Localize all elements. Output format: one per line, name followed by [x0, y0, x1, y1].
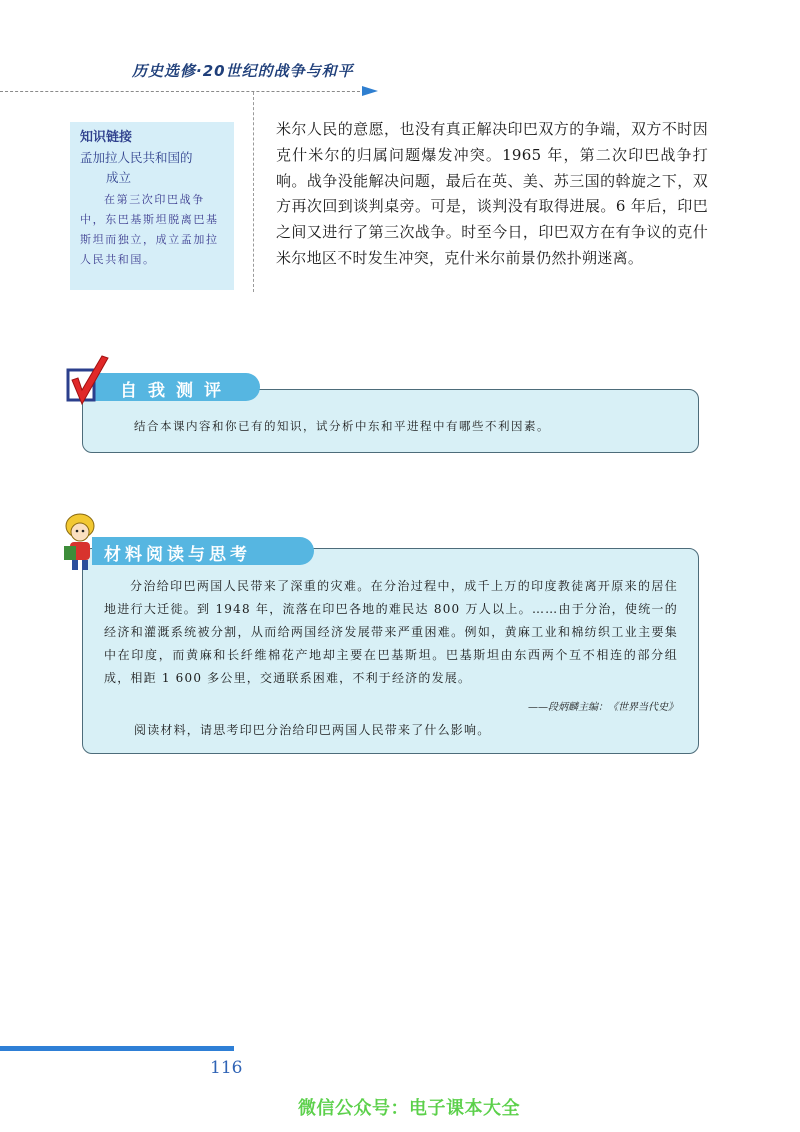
arrow-icon	[362, 86, 378, 96]
header-divider	[0, 91, 365, 92]
reading-material: 分治给印巴两国人民带来了深重的灾难。在分治过程中，成千上万的印度教徒离开原来的居住地进行大迁徙。到 1948 年，流落在印巴各地的难民达 800 万人以上。……由于分治，使统一的经济和灌溉系统被分割，从而给两国经济发展带来严重困难。例如，黄麻工业和棉纺织工业主要集中在印度，而黄麻和长纤维棉花产地却主要在巴基斯坦。巴基斯坦由东西两个互不相连的部分组成，相距 1 600 多公里，交通联系困难，不利于经济的发展。	[104, 579, 678, 685]
sidebar-subtitle-line2: 成立	[106, 170, 132, 185]
main-paragraph: 米尔人民的意愿，也没有真正解决印巴双方的争端，双方不时因克什米尔的归属问题爆发冲突。1965 年，第二次印巴战争打响。战争没能解决问题，最后在英、美、苏三国的斡旋之下，双方再次回到谈判桌旁。可是，谈判没有取得进展。6 年后，印巴之间又进行了第三次战争。时至今日，印巴双方在有争议的克什米尔地区不时发生冲突，克什米尔前景仍然扑朔迷离。	[276, 120, 708, 267]
cartoon-student-icon	[60, 512, 100, 572]
sidebar-subtitle-line1: 孟加拉人民共和国的	[80, 150, 193, 165]
column-divider	[253, 92, 254, 292]
page-number: 116	[210, 1058, 243, 1078]
self-test-label: 自我测评	[92, 373, 260, 401]
knowledge-link-sidebar	[70, 122, 234, 290]
self-test-question: 结合本课内容和你已有的知识，试分析中东和平进程中有哪些不利因素。	[134, 419, 550, 433]
reading-label: 材料阅读与思考	[92, 537, 314, 565]
running-header-title: 历史选修·20世纪的战争与和平	[132, 62, 354, 80]
reading-question: 阅读材料，请思考印巴分治给印巴两国人民带来了什么影响。	[134, 723, 491, 737]
watermark: 微信公众号：电子课本大全	[298, 1098, 520, 1119]
footer-bar	[0, 1046, 234, 1051]
sidebar-title: 知识链接	[80, 130, 133, 145]
checkmark-icon	[64, 352, 112, 412]
reading-source: ——段炳麟主编：《世界当代史》	[528, 702, 678, 713]
sidebar-body: 在第三次印巴战争中，东巴基斯坦脱离巴基斯坦而独立，成立孟加拉人民共和国。	[80, 193, 219, 266]
